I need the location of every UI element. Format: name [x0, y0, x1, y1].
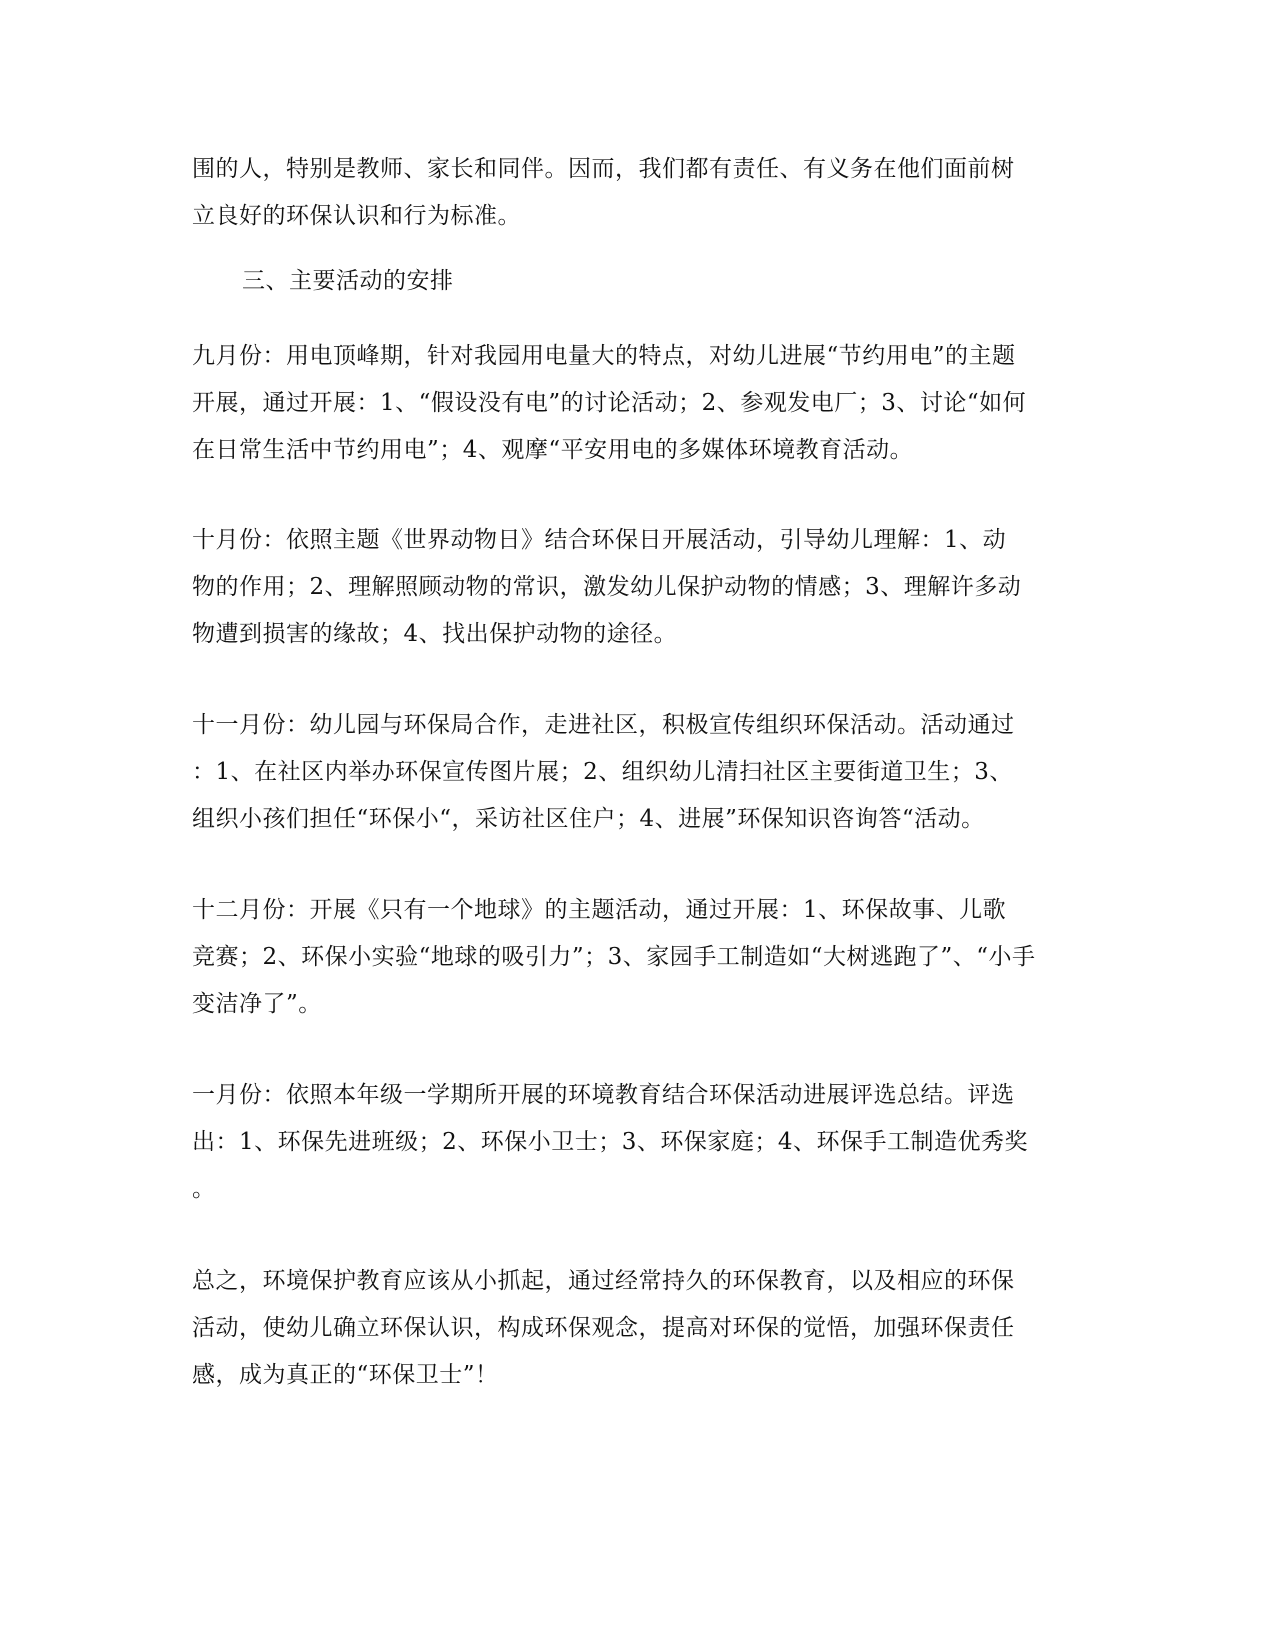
paragraph-line: 九月份：用电顶峰期，针对我园用电量大的特点，对幼儿进展“节约用电”的主题: [192, 343, 1016, 369]
paragraph-line: 十二月份：开展《只有一个地球》的主题活动，通过开展：1、环保故事、儿歌: [192, 897, 1007, 923]
paragraph-line: 变洁净了”。: [192, 991, 322, 1017]
paragraph-november: [192, 702, 1072, 843]
paragraph-line: 十月份：依照主题《世界动物日》结合环保日开展活动，引导幼儿理解：1、动: [192, 527, 1007, 553]
paragraph-september: [192, 333, 1072, 474]
intro-paragraph: [192, 146, 1072, 240]
paragraph-line: 出：1、环保先进班级；2、环保小卫士；3、环保家庭；4、环保手工制造优秀奖: [192, 1129, 1029, 1155]
paragraph-line: 物遭到损害的缘故；4、找出保护动物的途径。: [192, 621, 678, 647]
paragraph-line: 。: [192, 1176, 216, 1202]
paragraph-line: 物的作用；2、理解照顾动物的常识，激发幼儿保护动物的情感；3、理解许多动: [192, 574, 1022, 600]
intro-line: 立良好的环保认识和行为标准。: [192, 203, 521, 229]
paragraph-line: 组织小孩们担任“环保小“，采访社区住户；4、进展”环保知识咨询答“活动。: [192, 806, 985, 832]
paragraph-line: 感，成为真正的“环保卫士”！: [192, 1362, 499, 1388]
paragraph-line: 在日常生活中节约用电”；4、观摩“平安用电的多媒体环境教育活动。: [192, 437, 914, 463]
paragraph-december: [192, 887, 1072, 1028]
paragraph-line: ：1、在社区内举办环保宣传图片展；2、组织幼儿清扫社区主要街道卫生；3、: [192, 759, 1013, 785]
paragraph-line: 一月份：依照本年级一学期所开展的环境教育结合环保活动进展评选总结。评选: [192, 1082, 1015, 1108]
paragraph-conclusion: [192, 1258, 1072, 1399]
paragraph-line: 竞赛；2、环保小实验“地球的吸引力”；3、家园手工制造如“大树逃跑了”、“小手: [192, 944, 1036, 970]
paragraph-october: [192, 517, 1072, 658]
intro-line: 围的人，特别是教师、家长和同伴。因而，我们都有责任、有义务在他们面前树: [192, 156, 1015, 182]
paragraph-line: 开展，通过开展：1、“假设没有电”的讨论活动；2、参观发电厂；3、讨论“如何: [192, 390, 1027, 416]
section-heading: 三、主要活动的安排: [242, 268, 454, 294]
paragraph-line: 十一月份：幼儿园与环保局合作，走进社区，积极宣传组织环保活动。活动通过: [192, 712, 1015, 738]
paragraph-line: 活动，使幼儿确立环保认识，构成环保观念，提高对环保的觉悟，加强环保责任: [192, 1315, 1015, 1341]
paragraph-january: [192, 1072, 1072, 1213]
paragraph-line: 总之，环境保护教育应该从小抓起，通过经常持久的环保教育，以及相应的环保: [192, 1268, 1015, 1294]
